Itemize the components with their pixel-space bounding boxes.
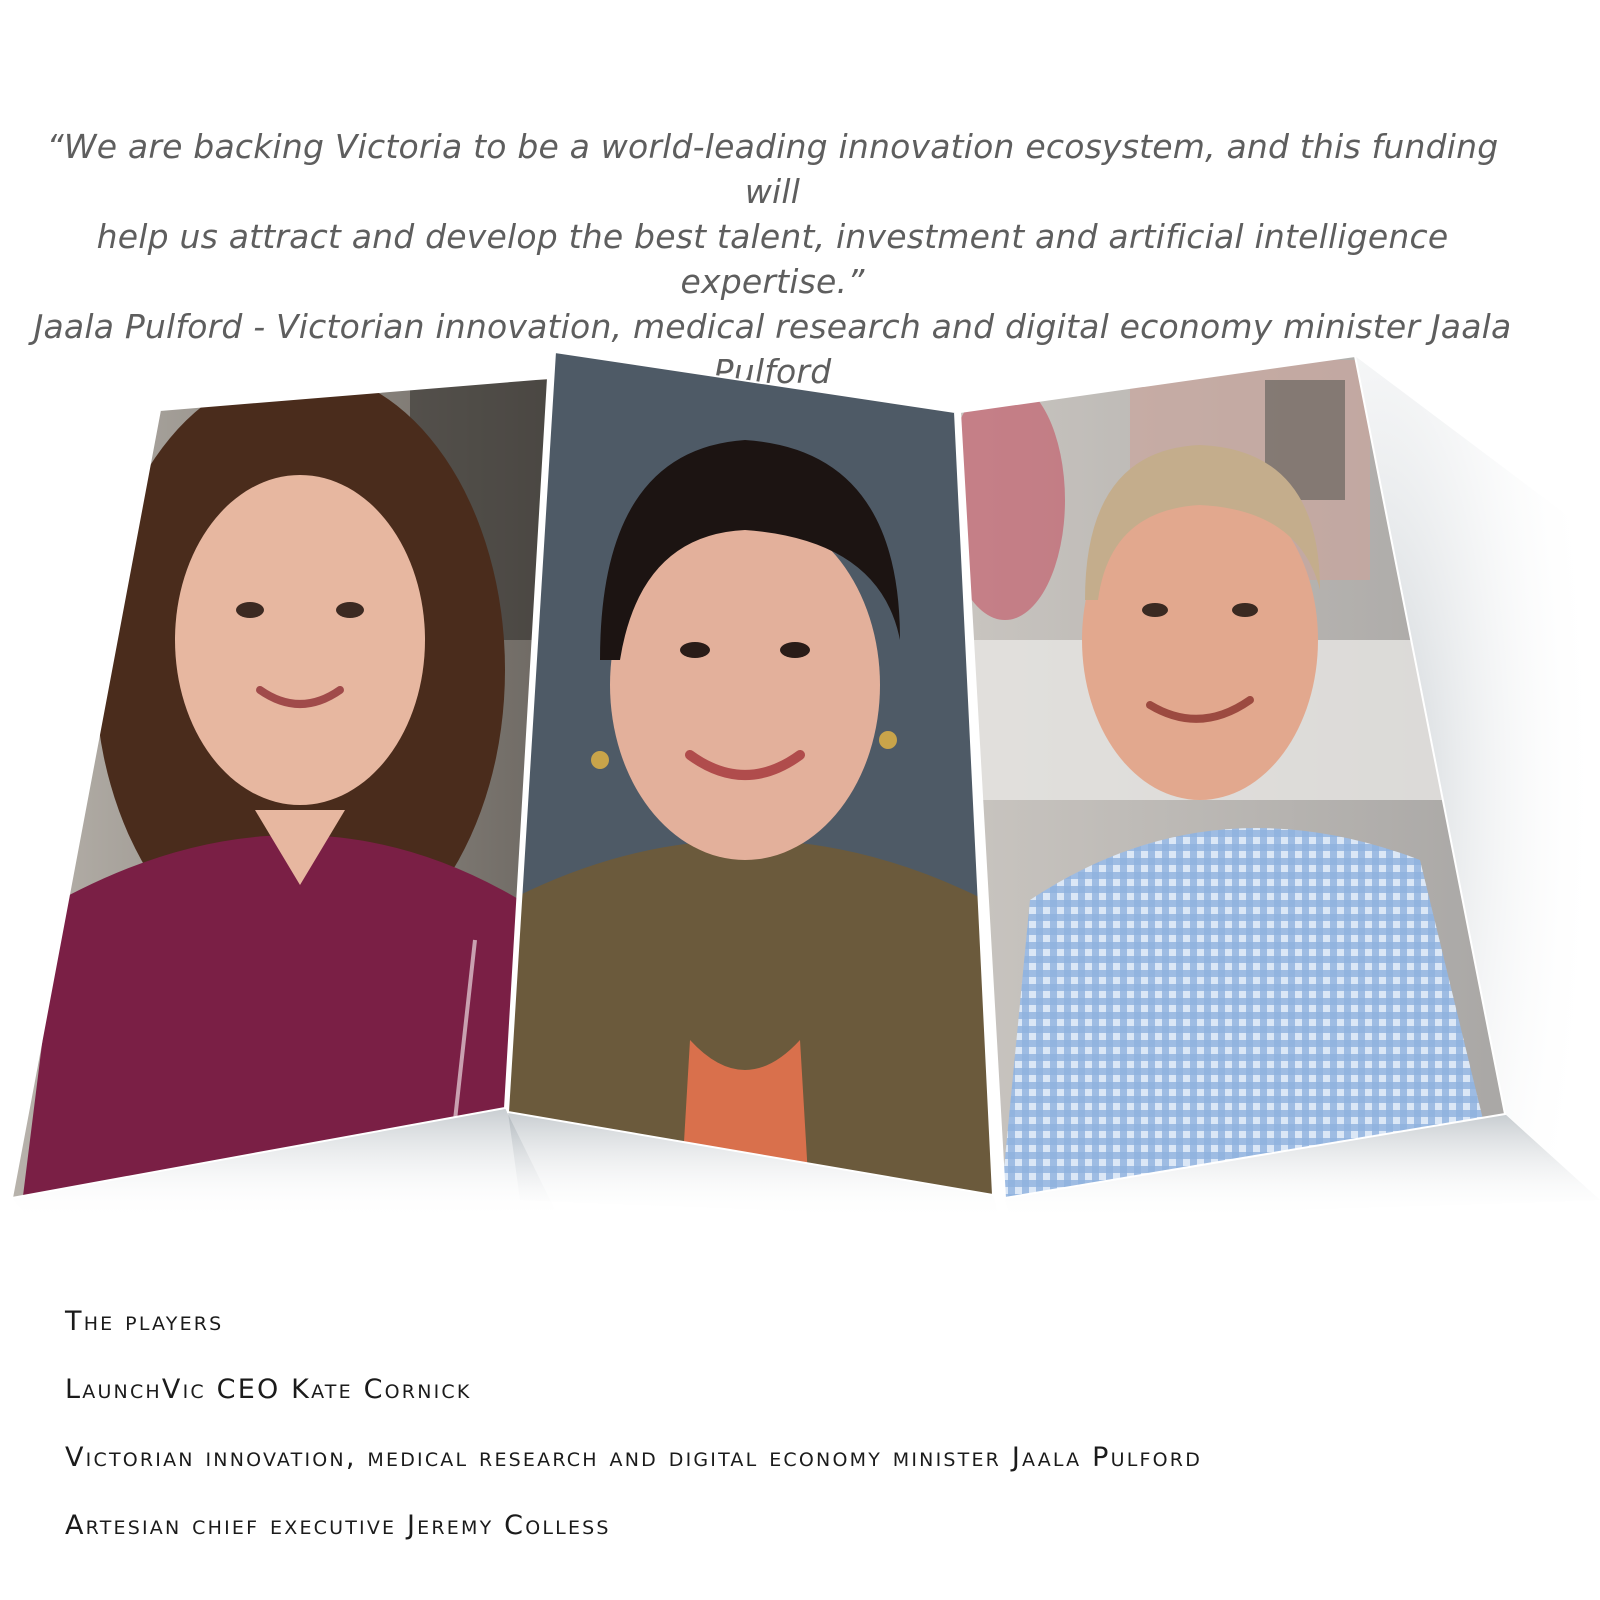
quote-text-line-1: “We are backing Victoria to be a world-leading innovation ecosystem, and this funding will [46, 127, 1499, 211]
caption-person-2: Victorian innovation, medical research and digital economy minister Jaala Pulford [65, 1442, 1203, 1473]
photo-collage-svg [0, 340, 1600, 1260]
photo-jaala-pulford [500, 340, 1000, 1210]
caption-heading: The players [65, 1306, 224, 1337]
quote-attribution-line-1: Jaala Pulford - Victorian innovation, medical research and digital economy minister Jaala [33, 307, 1512, 346]
caption-person-3: Artesian chief executive Jeremy Colless [65, 1510, 611, 1541]
photo-left-face [175, 475, 425, 805]
quote-text-line-2: help us attract and develop the best talent, investment and artificial intelligence expertise.” [96, 217, 1449, 301]
caption-block [65, 1305, 1565, 1577]
photo-kate-cornick [0, 340, 560, 1240]
photo-collage [0, 340, 1600, 1260]
caption-person-1: LaunchVic CEO Kate Cornick [65, 1374, 472, 1405]
quote-attribution-line-2: Pulford [713, 352, 832, 391]
